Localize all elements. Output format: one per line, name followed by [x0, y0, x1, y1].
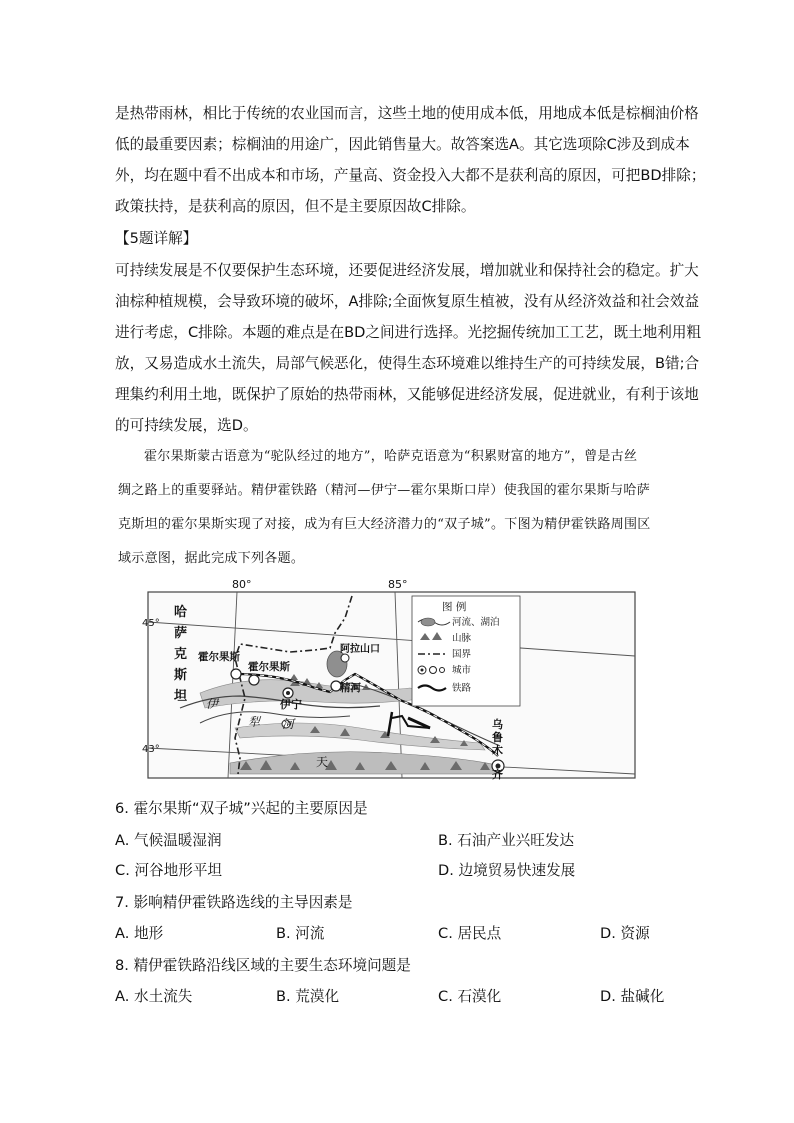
question-7-option-c[interactable]: C. 居民点	[438, 925, 502, 942]
text-line: 政策扶持，是获利高的原因，但不是主要原因故C排除。	[115, 198, 476, 215]
city-marker-horgos	[231, 669, 241, 679]
railway-region-map	[140, 578, 644, 782]
legend-label-city: 城市	[452, 665, 472, 676]
label-alashankou: 阿拉山口	[340, 644, 380, 655]
legend-title: 图 例	[442, 601, 467, 613]
reading-passage	[118, 440, 688, 576]
question-8-stem: 8. 精伊霍铁路沿线区域的主要生态环境问题是	[115, 957, 411, 974]
label-yining: 伊宁	[280, 698, 302, 711]
label-char: 齐	[492, 768, 503, 781]
legend-lake-icon	[421, 618, 435, 626]
lat-label-43: 43°	[142, 744, 160, 755]
text-line: 进行考虑，C排除。本题的难点是在BD之间进行选择。光挖掘传统加工工艺，既土地利用粗	[115, 324, 702, 341]
text-line: 油棕种植规模，会导致环境的破坏，A排除;全面恢复原生植被，没有从经济效益和社会效益	[115, 293, 700, 310]
label-horgos: 霍尔果斯	[198, 651, 240, 663]
city-dot-yining	[286, 691, 290, 695]
text-line: 可持续发展是不仅要保护生态环境，还要促进经济发展，增加就业和保持社会的稳定。扩大	[115, 262, 699, 279]
lon-label-80: 80°	[232, 578, 252, 591]
map-frame	[148, 592, 635, 778]
question-8-option-a[interactable]: A. 水土流失	[115, 988, 193, 1005]
question-8-option-b[interactable]: B. 荒漠化	[276, 988, 340, 1005]
question-6-stem: 6. 霍尔果斯“双子城”兴起的主要原因是	[115, 800, 368, 817]
section-heading: 【5题详解】	[115, 230, 198, 247]
label-char: 乌	[492, 718, 503, 731]
text-line: 绸之路上的重要驿站。精伊霍铁路（精河—伊宁—霍尔果斯口岸）使我国的霍尔果斯与哈萨	[118, 483, 651, 498]
text-line: 克斯坦的霍尔果斯实现了对接，成为有巨大经济潜力的“双子城”。下图为精伊霍铁路周围区	[118, 517, 651, 532]
text-line: 外，均在题中看不出成本和市场，产量高、资金投入大都不是获利高的原因，可把BD排除；	[115, 167, 706, 184]
label-tianshan: 天	[316, 755, 329, 769]
question-6-option-c[interactable]: C. 河谷地形平坦	[115, 862, 223, 879]
text-line: 低的最重要因素；棕榈油的用途广，因此销售量大。故答案选A。其它选项除C涉及到成本	[115, 136, 690, 153]
legend-label-river: 河流、湖泊	[452, 617, 500, 628]
country-label-kazakhstan	[173, 604, 187, 704]
map-legend	[412, 596, 520, 706]
lat-label-45: 45°	[142, 618, 160, 629]
lon-label-85: 85°	[388, 578, 408, 591]
label-urumqi	[492, 717, 503, 781]
text-line: 是热带雨林，相比于传统的农业国而言，这些土地的使用成本低，用地成本低是棕榈油价格	[115, 105, 699, 122]
text-line: 霍尔果斯蒙古语意为“驼队经过的地方”，哈萨克语意为“积累财富的地方”，曾是古丝	[144, 449, 638, 464]
question-7-stem: 7. 影响精伊霍铁路选线的主导因素是	[115, 894, 353, 911]
label-river-li: 犁	[248, 715, 261, 729]
label-horgos-cn: 霍尔果斯	[248, 661, 290, 673]
label-char: 鲁	[492, 731, 503, 744]
question-6-option-a[interactable]: A. 气候温暖湿润	[115, 832, 222, 849]
country-label-char: 克	[174, 647, 188, 662]
answer-explanation-4	[115, 98, 706, 222]
city-marker-horgos-cn	[249, 675, 259, 685]
text-line: 放，又易造成水土流失，局部气候恶化，使得生态环境难以维持生产的可持续发展，B错;合	[115, 355, 700, 372]
country-label-char: 哈	[174, 605, 188, 620]
question-6-option-d[interactable]: D. 边境贸易快速发展	[438, 862, 576, 879]
country-label-char: 坦	[174, 689, 188, 704]
city-marker-alashankou	[341, 654, 349, 662]
question-6-option-b[interactable]: B. 石油产业兴旺发达	[438, 832, 575, 849]
text-line: 理集约利用土地，既保护了原始的热带雨林，又能够促进经济发展，促进就业，有利于该地	[115, 386, 699, 403]
country-label-char: 斯	[174, 668, 188, 683]
label-char: 木	[492, 744, 503, 757]
legend-label-border: 国界	[452, 649, 472, 660]
label-river-he: 河	[282, 717, 295, 731]
label-jinghe: 精河	[340, 682, 361, 694]
question-7-option-d[interactable]: D. 资源	[600, 925, 650, 942]
question-8-option-d[interactable]: D. 盐碱化	[600, 988, 665, 1005]
legend-label-railway: 铁路	[452, 683, 472, 694]
country-label-char: 萨	[174, 626, 188, 641]
question-8-option-c[interactable]: C. 石漠化	[438, 988, 502, 1005]
question-7-option-b[interactable]: B. 河流	[276, 925, 325, 942]
label-river-yi: 伊	[206, 697, 219, 711]
text-line: 域示意图，据此完成下列各题。	[118, 551, 305, 566]
question-7-option-a[interactable]: A. 地形	[115, 925, 164, 942]
legend-label-mountain: 山脉	[452, 633, 472, 644]
answer-explanation-5	[115, 255, 702, 441]
text-line: 的可持续发展，选D。	[115, 417, 258, 434]
